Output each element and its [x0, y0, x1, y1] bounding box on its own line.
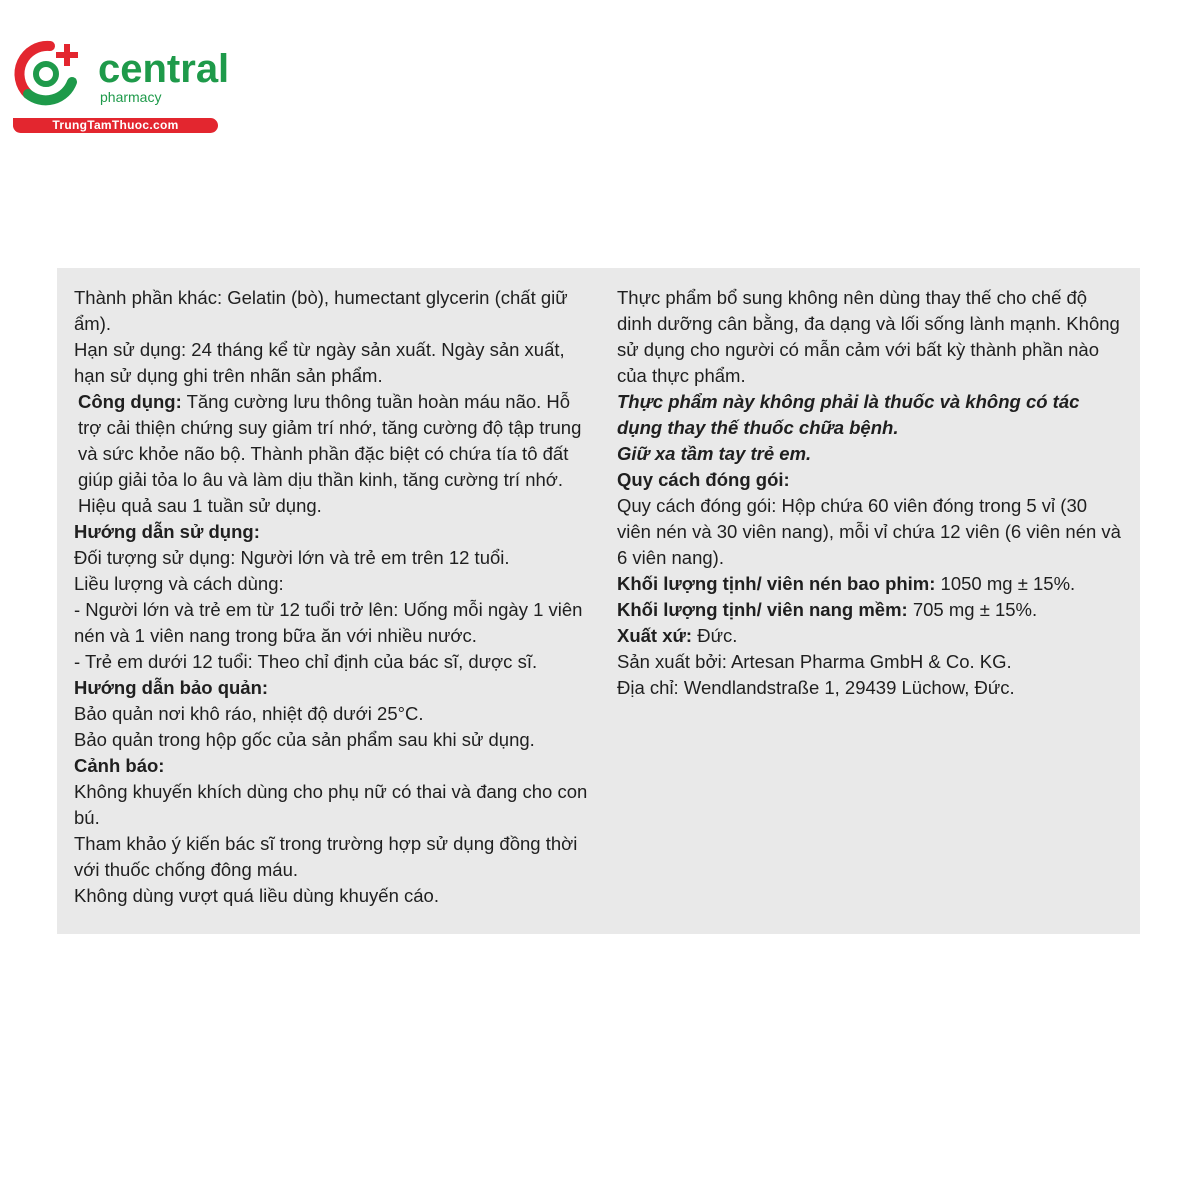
weight-tablet-label: Khối lượng tịnh/ viên nén bao phim: — [617, 573, 936, 594]
warning-heading: Cảnh báo: — [74, 755, 165, 776]
warning-line-3: Không dùng vượt quá liều dùng khuyến cáo. — [74, 885, 439, 906]
usage-target: Đối tượng sử dụng: Người lớn và trẻ em trên 12 tuổi. — [74, 547, 510, 568]
uses-paragraph — [74, 389, 589, 519]
usage-heading: Hướng dẫn sử dụng: — [74, 521, 260, 542]
warning-line-2: Tham khảo ý kiến bác sĩ trong trường hợp sử dụng đồng thời với thuốc chống đông máu. — [74, 833, 578, 880]
storage-heading: Hướng dẫn bảo quản: — [74, 677, 269, 698]
uses-heading: Công dụng: — [78, 391, 182, 412]
dosage-child: - Trẻ em dưới 12 tuổi: Theo chỉ định của bác sĩ, dược sĩ. — [74, 651, 538, 672]
packaging-heading: Quy cách đóng gói: — [617, 469, 790, 490]
weight-tablet — [617, 571, 1122, 597]
brand-name: central — [98, 47, 230, 91]
label-right-column — [617, 285, 1122, 701]
dosage-heading: Liều lượng và cách dùng: — [74, 573, 284, 594]
uses-text: Tăng cường lưu thông tuần hoàn máu não. Hỗ trợ cải thiện chứng suy giảm trí nhớ, tăng cường độ tập trung và sức khỏe não bộ. Thành phần đặc biệt có chứa tía tô đất giúp giải tỏa lo âu và làm dịu thần kinh, tăng cường trí nhớ. Hiệu quả sau 1 tuần sử dụng. — [78, 391, 582, 516]
brand-url-badge: TrungTamThuoc.com — [13, 118, 218, 133]
weight-capsule — [617, 597, 1122, 623]
origin — [617, 623, 1122, 649]
packaging-text: Quy cách đóng gói: Hộp chứa 60 viên đóng trong 5 vỉ (30 viên nén và 30 viên nang), mỗi vỉ chứa 12 viên (6 viên nén và 6 viên nang). — [617, 495, 1121, 568]
not-medicine-notice: Thực phẩm này không phải là thuốc và không có tác dụng thay thế thuốc chữa bệnh. — [617, 391, 1080, 438]
warning-line-1: Không khuyến khích dùng cho phụ nữ có thai và đang cho con bú. — [74, 781, 588, 828]
weight-capsule-label: Khối lượng tịnh/ viên nang mềm: — [617, 599, 908, 620]
origin-label: Xuất xứ: — [617, 625, 693, 646]
brand-subtitle: pharmacy — [100, 89, 162, 105]
storage-line-1: Bảo quản nơi khô ráo, nhiệt độ dưới 25°C. — [74, 703, 424, 724]
product-label-panel — [57, 268, 1140, 934]
expiry-info: Hạn sử dụng: 24 tháng kể từ ngày sản xuất. Ngày sản xuất, hạn sử dụng ghi trên nhãn sản phẩm. — [74, 339, 565, 386]
keep-away-notice: Giữ xa tầm tay trẻ em. — [617, 443, 812, 464]
central-pharmacy-logo-icon — [10, 38, 88, 108]
address: Địa chỉ: Wendlandstraße 1, 29439 Lüchow, Đức. — [617, 677, 1015, 698]
other-ingredients: Thành phần khác: Gelatin (bò), humectant glycerin (chất giữ ẩm). — [74, 287, 568, 334]
brand-logo — [10, 38, 230, 138]
weight-tablet-value: 1050 mg ± 15%. — [935, 573, 1076, 594]
origin-value: Đức. — [692, 625, 738, 646]
manufacturer: Sản xuất bởi: Artesan Pharma GmbH & Co. KG. — [617, 651, 1012, 672]
dosage-adult: - Người lớn và trẻ em từ 12 tuổi trở lên: Uống mỗi ngày 1 viên nén và 1 viên nang trong bữa ăn với nhiều nước. — [74, 599, 583, 646]
storage-line-2: Bảo quản trong hộp gốc của sản phẩm sau khi sử dụng. — [74, 729, 535, 750]
supplement-note: Thực phẩm bổ sung không nên dùng thay thế cho chế độ dinh dưỡng cân bằng, đa dạng và lối sống lành mạnh. Không sử dụng cho người có mẫn cảm với bất kỳ thành phần nào của thực phẩm. — [617, 287, 1120, 386]
label-left-column — [74, 285, 589, 909]
weight-capsule-value: 705 mg ± 15%. — [907, 599, 1038, 620]
